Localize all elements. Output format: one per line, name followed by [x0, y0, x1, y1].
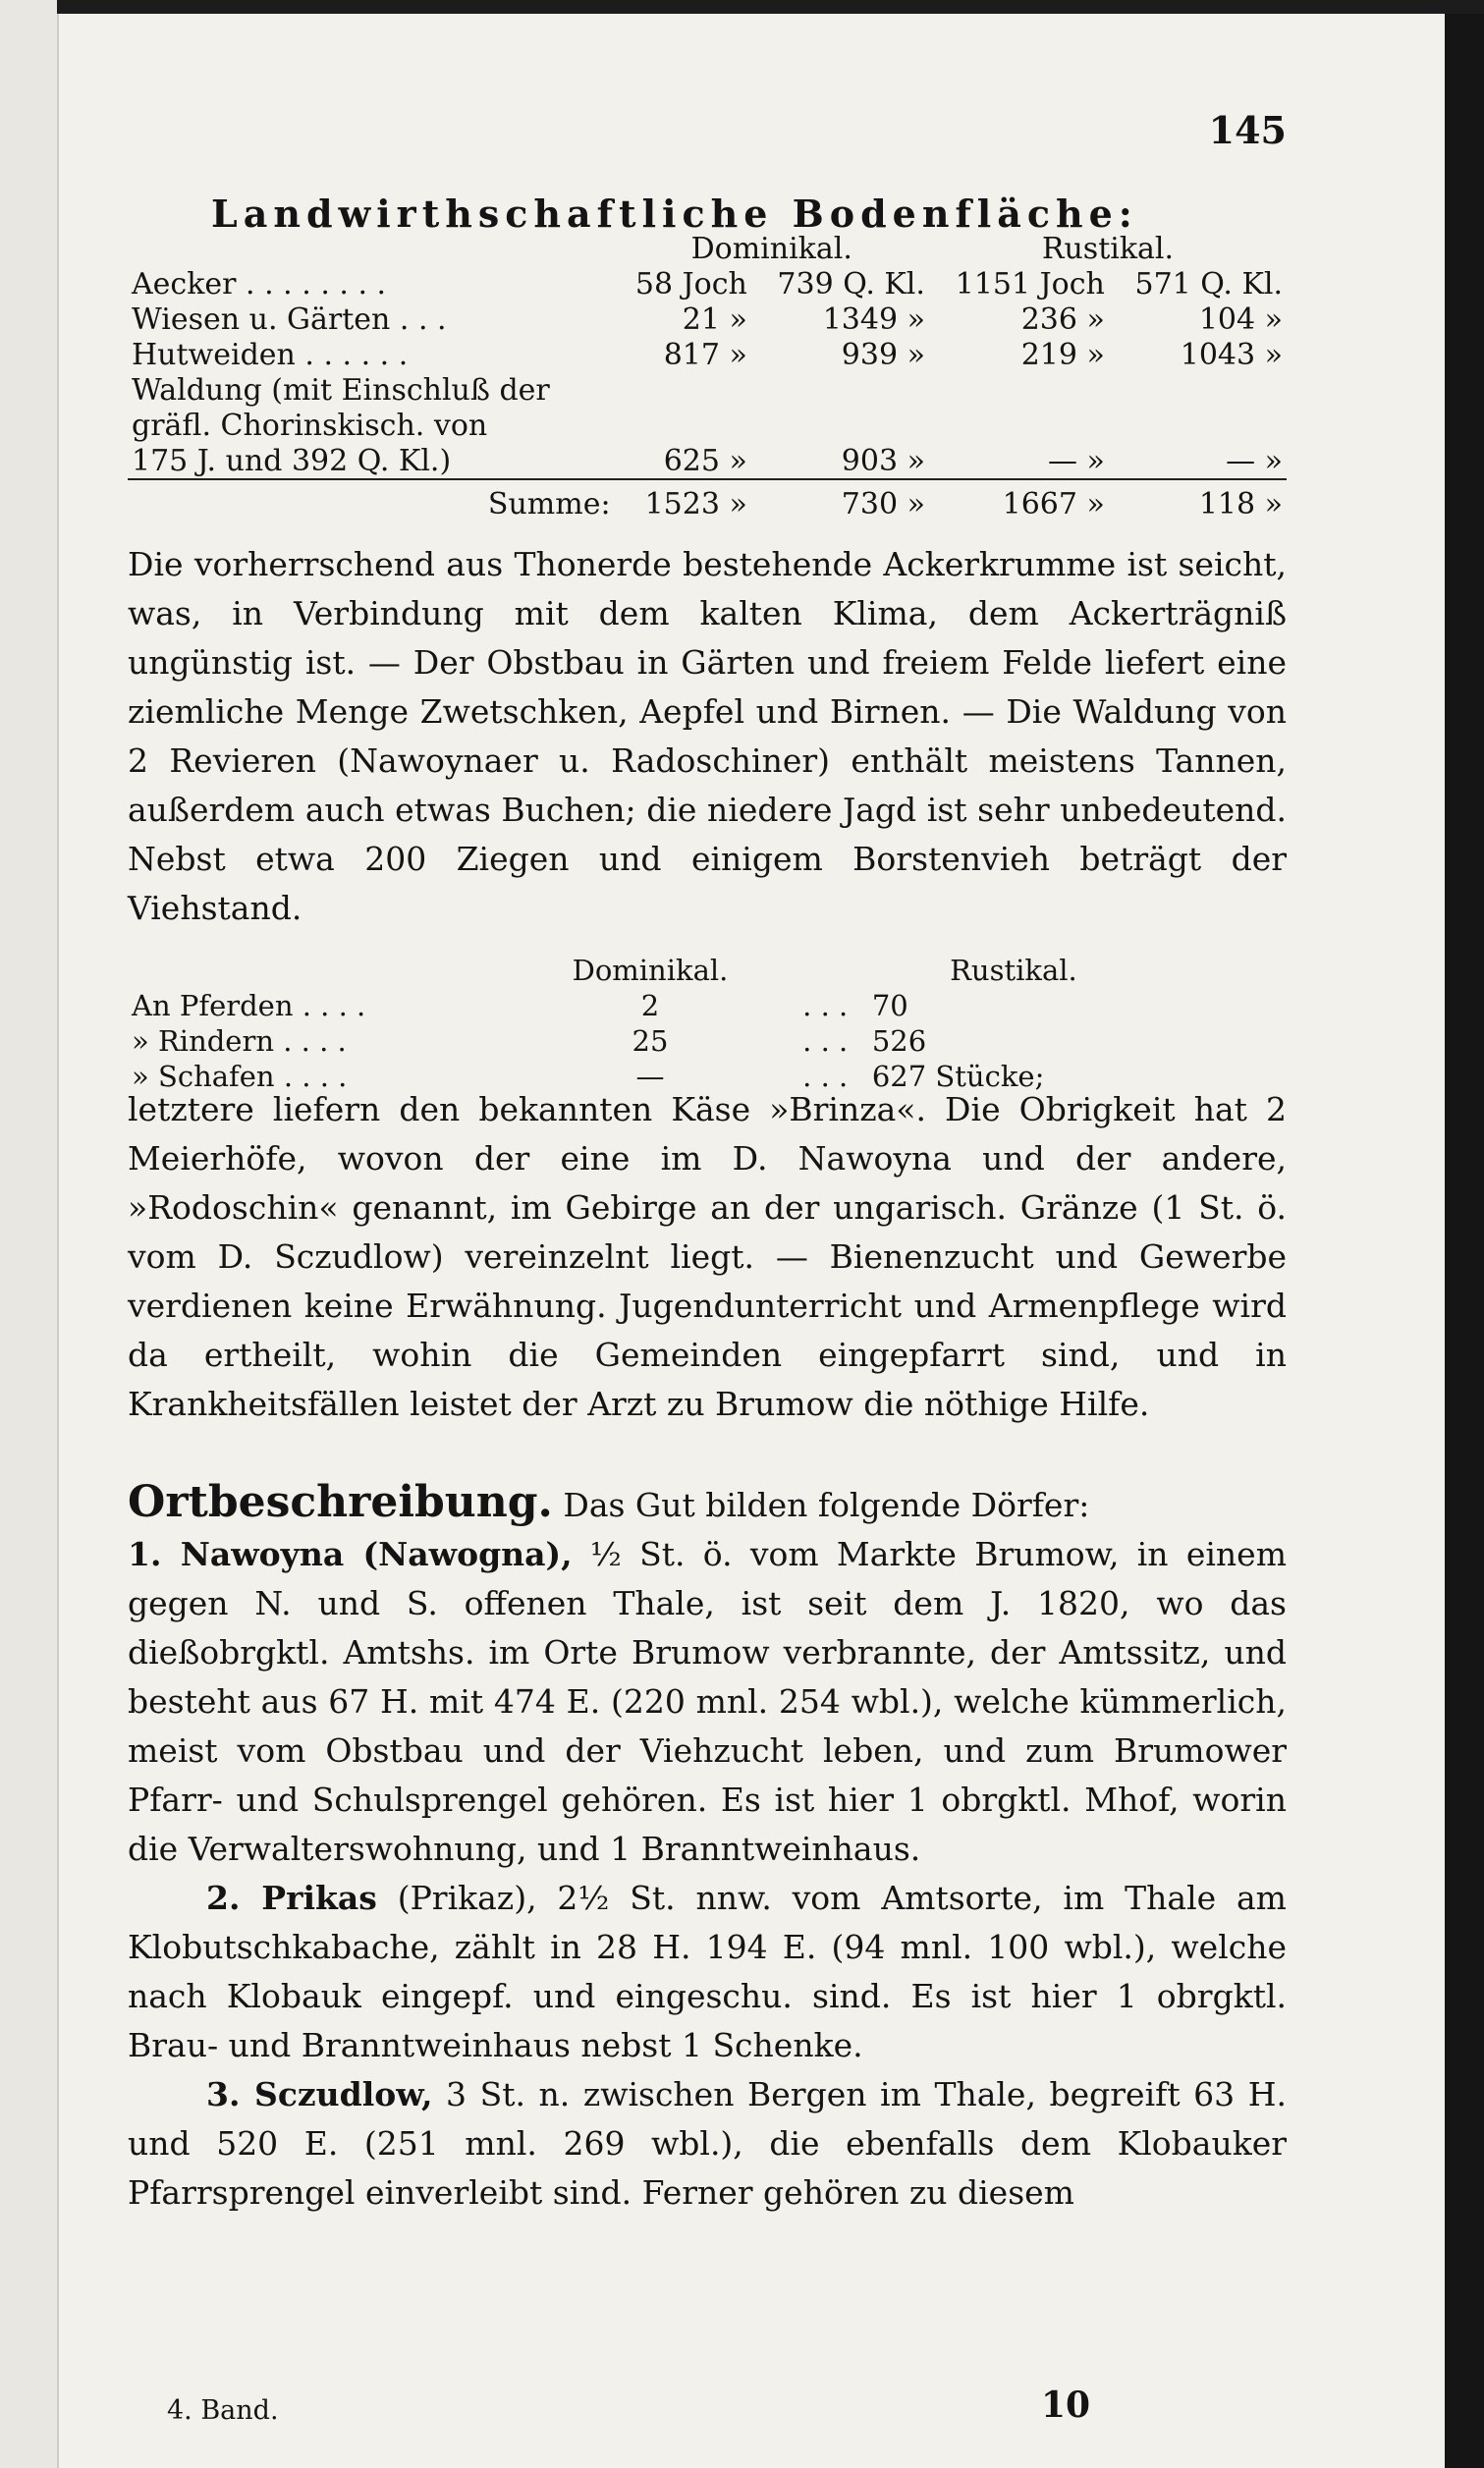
page-number: 145: [1208, 108, 1287, 152]
volume-note: 4. Band.: [167, 2395, 279, 2426]
col-dominikal: Dominikal.: [572, 954, 729, 987]
col-rustikal: Rustikal.: [950, 954, 1077, 987]
rustikal-joch: 1151 Joch: [955, 266, 1105, 302]
row-label: Waldung (mit Einschluß der: [132, 372, 550, 408]
land-use-table: [128, 231, 1287, 521]
dominikal-klafter: 1349 »: [822, 302, 925, 337]
signature-mark: 10: [1041, 2385, 1091, 2426]
ort-entry: [128, 2070, 1287, 2218]
leader-dots: . . .: [802, 989, 849, 1022]
ort-entry: [128, 1874, 1287, 2070]
paragraph-soil: Die vorherrschend aus Thonerde bestehende Ackerkrumme ist seicht, was, in Verbindung mit dem kalten Klima, dem Ackerträgniß ungünstig ist. — Der Obstbau in Gärten und freiem Felde liefert eine ziemliche Menge Zwetschken, Aepfel und Birnen. — Die Waldung von 2 Revieren (Nawoynaer u. Radoschiner) enthält meistens Tannen, außerdem auch etwas Buchen; die niedere Jagd ist sehr unbedeutend. Nebst etwa 200 Ziegen und einigem Borstenvieh beträgt der Viehstand.: [128, 545, 1287, 927]
dominikal-value: 25: [632, 1024, 669, 1058]
rustikal-klafter: — »: [1226, 443, 1283, 478]
dominikal-value: 2: [640, 989, 660, 1022]
sum-row: [128, 479, 1287, 521]
dominikal-klafter: 739 Q. Kl.: [777, 266, 925, 302]
book-page: [128, 108, 1287, 2426]
row-label: gräfl. Chorinskisch. von: [132, 408, 488, 443]
sum-dominikal-joch: 1523 »: [615, 479, 751, 521]
table-row: [128, 266, 1287, 302]
place-description: 3 St. n. zwischen Bergen im Thale, begreift 63 H. und 520 E. (251 mnl. 269 wbl.), die ebenfalls dem Klobauker Pfarrsprengel einverleibt sind. Ferner gehören zu diesem: [128, 2075, 1287, 2212]
rustikal-klafter: 571 Q. Kl.: [1134, 266, 1283, 302]
row-label: » Rindern . . . .: [132, 1024, 347, 1058]
dominikal-joch: 58 Joch: [634, 266, 747, 302]
ort-heading-line: [128, 1478, 1287, 1530]
place-name: 1. Nawoyna (Nawogna),: [128, 1535, 573, 1573]
table-row: [128, 337, 1287, 372]
rustikal-joch: — »: [1047, 443, 1105, 478]
ort-entry: [128, 1530, 1287, 1874]
row-label: An Pferden . . . .: [132, 989, 366, 1022]
scan-right-border: [1445, 14, 1484, 2468]
section-intro: Das Gut bilden folgende Dörfer:: [563, 1486, 1090, 1524]
row-label: Aecker . . . . . . . .: [132, 266, 387, 302]
table-row: [128, 1023, 1159, 1059]
leader-dots: . . .: [802, 1060, 849, 1093]
paragraph-economy: letztere liefern den bekannten Käse »Brinza«. Die Obrigkeit hat 2 Meierhöfe, wovon der eine im D. Nawoyna und der andere, »Rodoschin« genannt, im Gebirge an der ungarisch. Gränze (1 St. ö. vom D. Sczudlow) vereinzelnt liegt. — Bienenzucht und Gewerbe verdienen keine Erwähnung. Jugendunterricht und Armenpflege wird da ertheilt, wohin die Gemeinden eingepfarrt sind, und in Krankheitsfällen leistet der Arzt zu Brumow die nöthige Hilfe.: [128, 1090, 1287, 1423]
land-heading: Landwirthschaftliche Bodenfläche:: [211, 192, 1138, 236]
livestock-table: [128, 953, 1159, 1094]
sum-dominikal-klafter: 730 »: [751, 479, 929, 521]
col-dominikal: Dominikal.: [690, 231, 852, 266]
section-title: Ortbeschreibung.: [128, 1477, 553, 1527]
row-label: 175 J. und 392 Q. Kl.): [132, 443, 452, 478]
rustikal-klafter: 1043 »: [1180, 337, 1283, 372]
dominikal-joch: 625 »: [663, 443, 747, 478]
rustikal-value: 627 Stücke;: [871, 1060, 1045, 1093]
sum-rustikal-klafter: 118 »: [1109, 479, 1287, 521]
place-description: ½ St. ö. vom Markte Brumow, in einem gegen N. und S. offenen Thale, ist seit dem J. 1820, wo das dießobrgktl. Amtshs. im Orte Brumow verbrannte, der Amtssitz, und besteht aus 67 H. mit 474 E. (220 mnl. 254 wbl.), welche kümmerlich, meist vom Obstbau und der Viehzucht leben, und zum Brumower Pfarr- und Schulsprengel gehören. Es ist hier 1 obrgktl. Mhof, worin die Verwalterswohnung, und 1 Branntweinhaus.: [128, 1535, 1287, 1868]
dominikal-klafter: 939 »: [841, 337, 925, 372]
table-row: [128, 302, 1287, 337]
col-rustikal: Rustikal.: [1041, 231, 1175, 266]
scan-top-border: [57, 0, 1484, 14]
table-row: [128, 443, 1287, 479]
place-description: (Prikaz), 2½ St. nnw. vom Amtsorte, im Thale am Klobutschkabache, zählt in 28 H. 194 E. (94 mnl. 100 wbl.), welche nach Klobauk eingepf. und eingeschu. sind. Es ist hier 1 obrgktl. Brau- und Branntweinhaus nebst 1 Schenke.: [128, 1879, 1287, 2064]
table-row: [128, 372, 1287, 408]
sum-label: Summe:: [128, 479, 615, 521]
livestock-header: [128, 953, 1159, 988]
dominikal-value: —: [635, 1060, 665, 1093]
place-name: 2. Prikas: [206, 1879, 377, 1917]
sum-rustikal-joch: 1667 »: [929, 479, 1109, 521]
place-name: 3. Sczudlow,: [206, 2075, 433, 2113]
leader-dots: . . .: [802, 1024, 849, 1058]
table-row: [128, 988, 1159, 1023]
rustikal-joch: 236 »: [1020, 302, 1105, 337]
dominikal-joch: 817 »: [663, 337, 747, 372]
scan-left-margin: [0, 0, 59, 2468]
dominikal-joch: 21 »: [682, 302, 747, 337]
row-label: » Schafen . . . .: [132, 1060, 348, 1093]
table-row: [128, 408, 1287, 443]
row-label: Hutweiden . . . . . .: [132, 337, 409, 372]
ortbeschreibung-section: [128, 1478, 1287, 2218]
rustikal-value: 526: [871, 1024, 927, 1058]
dominikal-klafter: 903 »: [841, 443, 925, 478]
row-label: Wiesen u. Gärten . . .: [132, 302, 447, 337]
rustikal-joch: 219 »: [1020, 337, 1105, 372]
rustikal-klafter: 104 »: [1198, 302, 1283, 337]
rustikal-value: 70: [871, 989, 908, 1022]
land-table-header: [128, 231, 1287, 266]
